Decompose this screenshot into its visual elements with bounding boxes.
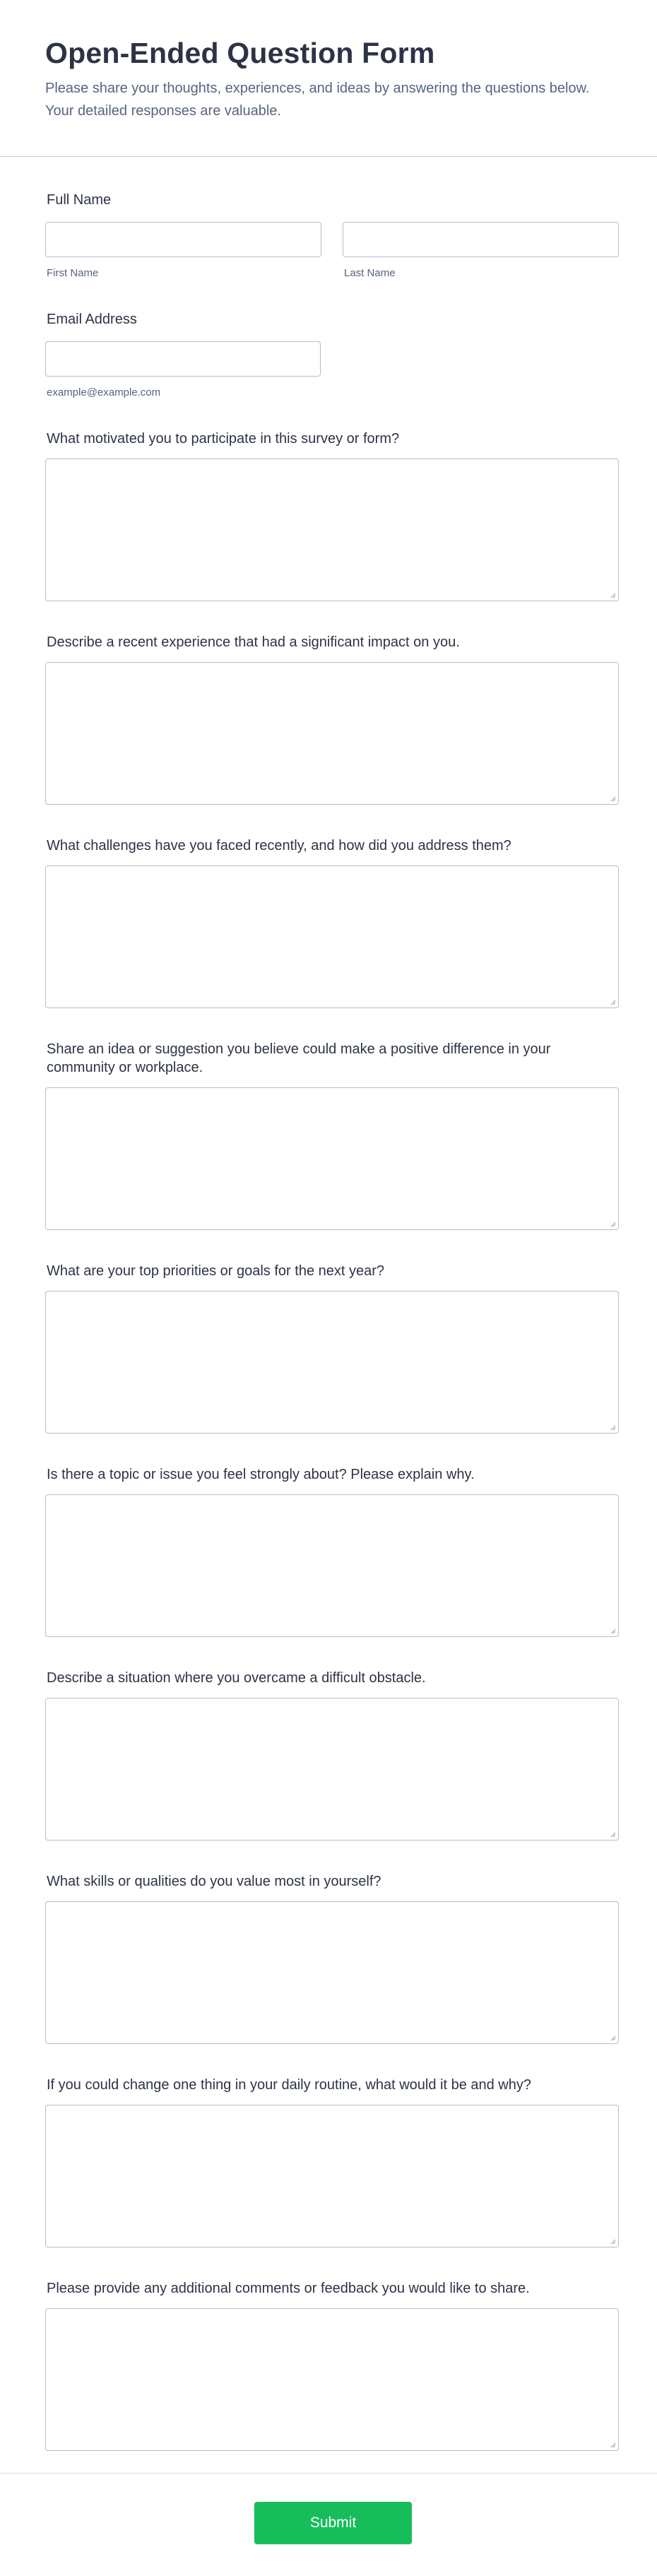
- question-label: Please provide any additional comments or feedback you would like to share.: [47, 2281, 530, 2296]
- first-name-sublabel: First Name: [47, 267, 99, 279]
- first-name-input[interactable]: [45, 222, 321, 257]
- resize-handle-icon[interactable]: [609, 795, 616, 802]
- answer-textarea[interactable]: [45, 865, 619, 1008]
- first-name-column: [45, 222, 321, 279]
- resize-handle-icon[interactable]: [609, 2034, 616, 2041]
- resize-handle-icon[interactable]: [609, 591, 616, 598]
- answer-textarea[interactable]: [45, 1291, 619, 1434]
- question-label: Describe a situation where you overcame a difficult obstacle.: [47, 1670, 426, 1686]
- question-block: [45, 1872, 619, 2044]
- question-label: Share an idea or suggestion you believe could make a positive difference in your community or workplace.: [47, 1041, 551, 1075]
- question-label: Is there a topic or issue you feel strongly about? Please explain why.: [47, 1467, 475, 1482]
- resize-handle-icon[interactable]: [609, 998, 616, 1005]
- answer-textarea[interactable]: [45, 1494, 619, 1637]
- answer-textarea[interactable]: [45, 1087, 619, 1230]
- resize-handle-icon[interactable]: [609, 2238, 616, 2245]
- answer-textarea[interactable]: [45, 662, 619, 805]
- question-label: What motivated you to participate in this survey or form?: [47, 431, 400, 447]
- answer-textarea[interactable]: [45, 2105, 619, 2247]
- form-title: Open-Ended Question Form: [45, 37, 435, 69]
- question-block: [45, 633, 619, 805]
- question-block: [45, 2279, 619, 2451]
- question-block: [45, 1465, 619, 1637]
- answer-textarea[interactable]: [45, 1901, 619, 2044]
- resize-handle-icon[interactable]: [609, 1831, 616, 1838]
- full-name-field: [45, 191, 619, 279]
- answer-textarea[interactable]: [45, 2308, 619, 2451]
- email-input[interactable]: [45, 341, 321, 377]
- last-name-input[interactable]: [343, 222, 619, 257]
- email-sublabel: example@example.com: [47, 386, 161, 398]
- form-subtitle: Please share your thoughts, experiences, and ideas by answering the questions below. Your detailed responses are valuable.: [45, 81, 590, 119]
- question-label: What are your top priorities or goals for the next year?: [47, 1263, 385, 1279]
- full-name-label: Full Name: [47, 192, 112, 208]
- question-label: What skills or qualities do you value most in yourself?: [47, 1874, 381, 1889]
- resize-handle-icon[interactable]: [609, 1424, 616, 1431]
- resize-handle-icon[interactable]: [609, 1220, 616, 1227]
- email-field: [45, 310, 619, 398]
- answer-textarea[interactable]: [45, 1698, 619, 1841]
- question-block: [45, 1040, 619, 1230]
- email-label: Email Address: [47, 312, 137, 327]
- question-block: [45, 430, 619, 601]
- submit-button[interactable]: Submit: [254, 2502, 412, 2544]
- question-label: Describe a recent experience that had a significant impact on you.: [47, 634, 460, 650]
- resize-handle-icon[interactable]: [609, 2441, 616, 2448]
- question-label: What challenges have you faced recently, and how did you address them?: [47, 838, 511, 853]
- form-header: [0, 0, 657, 157]
- question-block: [45, 837, 619, 1008]
- form-footer: [0, 2473, 657, 2576]
- last-name-sublabel: Last Name: [344, 267, 396, 279]
- resize-handle-icon[interactable]: [609, 1627, 616, 1634]
- question-label: If you could change one thing in your daily routine, what would it be and why?: [47, 2077, 531, 2093]
- question-block: [45, 1669, 619, 1841]
- question-block: [45, 1262, 619, 1434]
- full-name-row: [45, 222, 619, 279]
- answer-textarea[interactable]: [45, 459, 619, 601]
- question-block: [45, 2076, 619, 2247]
- last-name-column: [343, 222, 619, 279]
